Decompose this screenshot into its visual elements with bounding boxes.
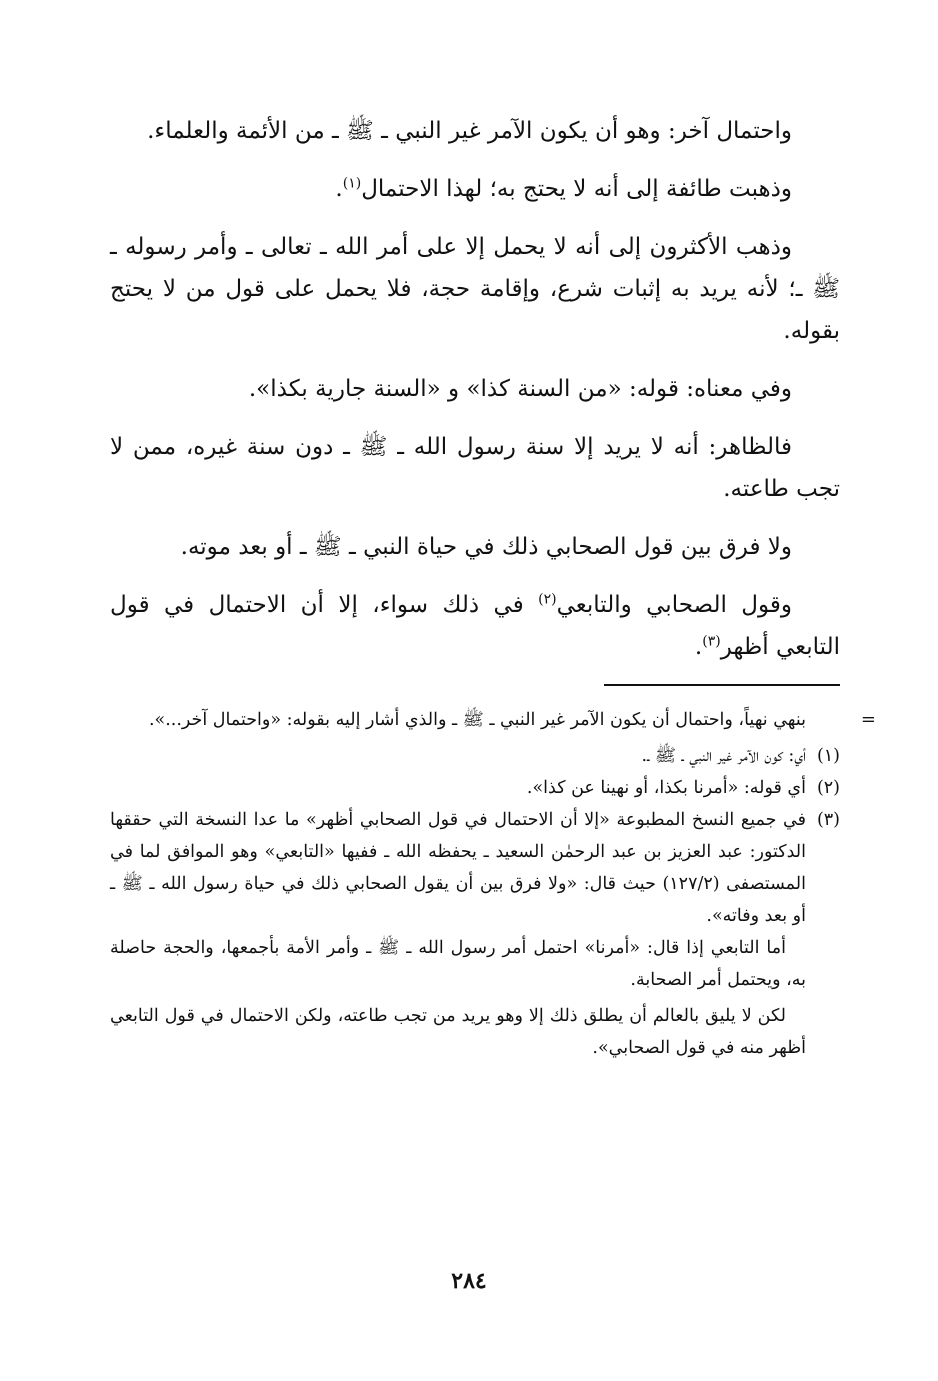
- paragraph-text: وقول الصحابي والتابعي: [556, 592, 793, 618]
- footnote-2: [110, 772, 840, 804]
- footnote-separator: [604, 684, 840, 686]
- footnote-text: أي قوله: «أمرنا بكذا، أو نهينا عن كذا».: [526, 778, 806, 798]
- main-text: [110, 110, 840, 668]
- paragraph: وذهب الأكثرون إلى أنه لا يحمل إلا على أمر الله ـ تعالى ـ وأمر رسوله ـ ﷺ ـ؛ لأنه يريد به إثبات شرع، وإقامة حجة، فلا يحمل على قول من لا يحتج بقوله.: [110, 234, 840, 344]
- footnote-text: في جميع النسخ المطبوعة «إلا أن الاحتمال في قول الصحابي أظهر» ما عدا النسخة التي حققها الدكتور: عبد العزيز بن عبد الرحمٰن السعيد ـ يحفظه الله ـ ففيها «التابعي» وهو الموافق لما في المستصفى (١٢٧/٢) حيث قال: «ولا فرق بين أن يقول الصحابي ذلك في حياة رسول الله ـ ﷺ ـ أو بعد وفاته».: [110, 810, 806, 926]
- footnote-3: [110, 804, 840, 932]
- paragraph: [110, 584, 840, 668]
- footnote-ref: (١): [342, 175, 362, 192]
- footnotes: [110, 704, 876, 1064]
- footnote-ref: (٢): [538, 591, 557, 608]
- paragraph: فالظاهر: أنه لا يريد إلا سنة رسول الله ـ ﷺ ـ دون سنة غيره، ممن لا تجب طاعته.: [110, 434, 840, 502]
- footnote-3-continuation: لكن لا يليق بالعالم أن يطلق ذلك إلا وهو يريد من تجب طاعته، ولكن الاحتمال في قول التابعي أظهر منه في قول الصحابي».: [110, 1006, 806, 1058]
- period: .: [694, 634, 703, 660]
- footnote-ref: (٣): [702, 633, 721, 650]
- paragraph: ولا فرق بين قول الصحابي ذلك في حياة النبي ـ ﷺ ـ أو بعد موته.: [180, 534, 792, 560]
- paragraph-text: في ذلك سواء، إلا أن الاحتمال في قول التابعي أظهر: [110, 592, 840, 660]
- footnote-text: أي: كون الآمر غير النبي ـ ﷺ ـ.: [641, 746, 806, 766]
- footnote-continuation: بنهي نهياً، واحتمال أن يكون الآمر غير النبي ـ ﷺ ـ والذي أشار إليه بقوله: «واحتمال آخر...».: [148, 710, 806, 730]
- footnote-number: (٣): [816, 810, 840, 830]
- paragraph: وفي معناه: قوله: «من السنة كذا» و «السنة جارية بكذا».: [248, 376, 792, 402]
- footnote-3-continuation: أما التابعي إذا قال: «أمرنا» احتمل أمر رسول الله ـ ﷺ ـ وأمر الأمة بأجمعها، والحجة حاصلة به، ويحتمل أمر الصحابة.: [110, 938, 806, 990]
- continuation-mark: =: [860, 709, 876, 730]
- period: .: [335, 176, 343, 202]
- page-body: [110, 110, 876, 1068]
- paragraph-text: وذهبت طائفة إلى أنه لا يحتج به؛ لهذا الاحتمال: [361, 176, 792, 202]
- paragraph: [110, 168, 840, 210]
- page-number: ٢٨٤: [451, 1268, 487, 1294]
- paragraph: واحتمال آخر: وهو أن يكون الآمر غير النبي ـ ﷺ ـ من الأئمة والعلماء.: [147, 118, 792, 144]
- footnote-number: (١): [816, 746, 840, 766]
- footnote-number: (٢): [816, 778, 840, 798]
- footnote-1: [110, 740, 840, 772]
